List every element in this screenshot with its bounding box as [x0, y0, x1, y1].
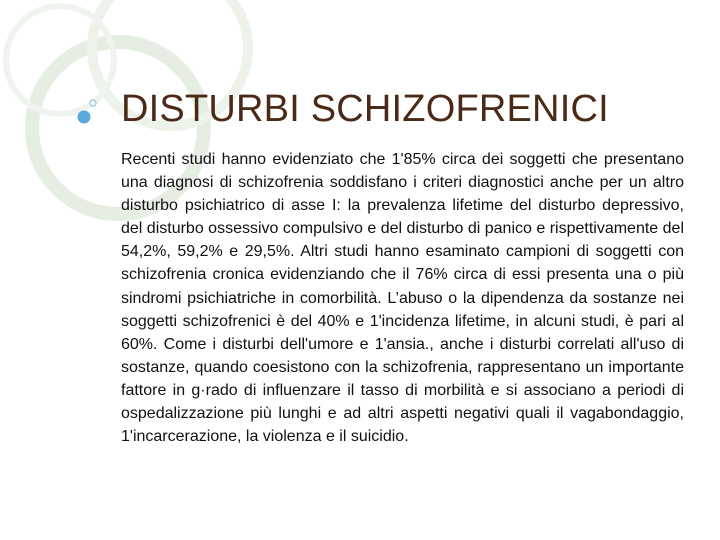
bullet-dot-icon	[78, 111, 91, 124]
slide-body-text: Recenti studi hanno evidenziato che 1'85% circa dei soggetti che presentano una diagnosi di schizofrenia soddisfano i criteri diagnostici anche per un altro disturbo psichiatrico di asse I: la prevalenza lifetime del disturbo depressivo, del disturbo ossessivo compulsivo e del disturbo di panico e rispettivamente del 54,2%, 59,2% e 29,5%. Altri studi hanno esaminato campioni di soggetti con schizofrenia cronica evidenziando che il 76% circa di essi presenta una o più sindromi psichiatriche in comorbilità. L’abuso o la dipendenza da sostanze nei soggetti schizofrenici è del 40% e 1'incidenza lifetime, in alcuni studi, è pari al 60%. Come i disturbi dell'umore e 1'ansia., anche i disturbi correlati all'uso di sostanze, quando coesistono con la schizofrenia, rappresentano un importante fattore in g·rado di influenzare il tasso di morbilità e si associano a periodi di ospedalizzazione più lunghi e ad altri aspetti negativi quali il vagabondaggio, 1'incarcerazione, la violenza e il suicidio.	[121, 151, 684, 446]
slide-title: DISTURBI SCHIZOFRENICI	[121, 88, 609, 130]
small-bullet-dot-icon	[90, 100, 96, 106]
